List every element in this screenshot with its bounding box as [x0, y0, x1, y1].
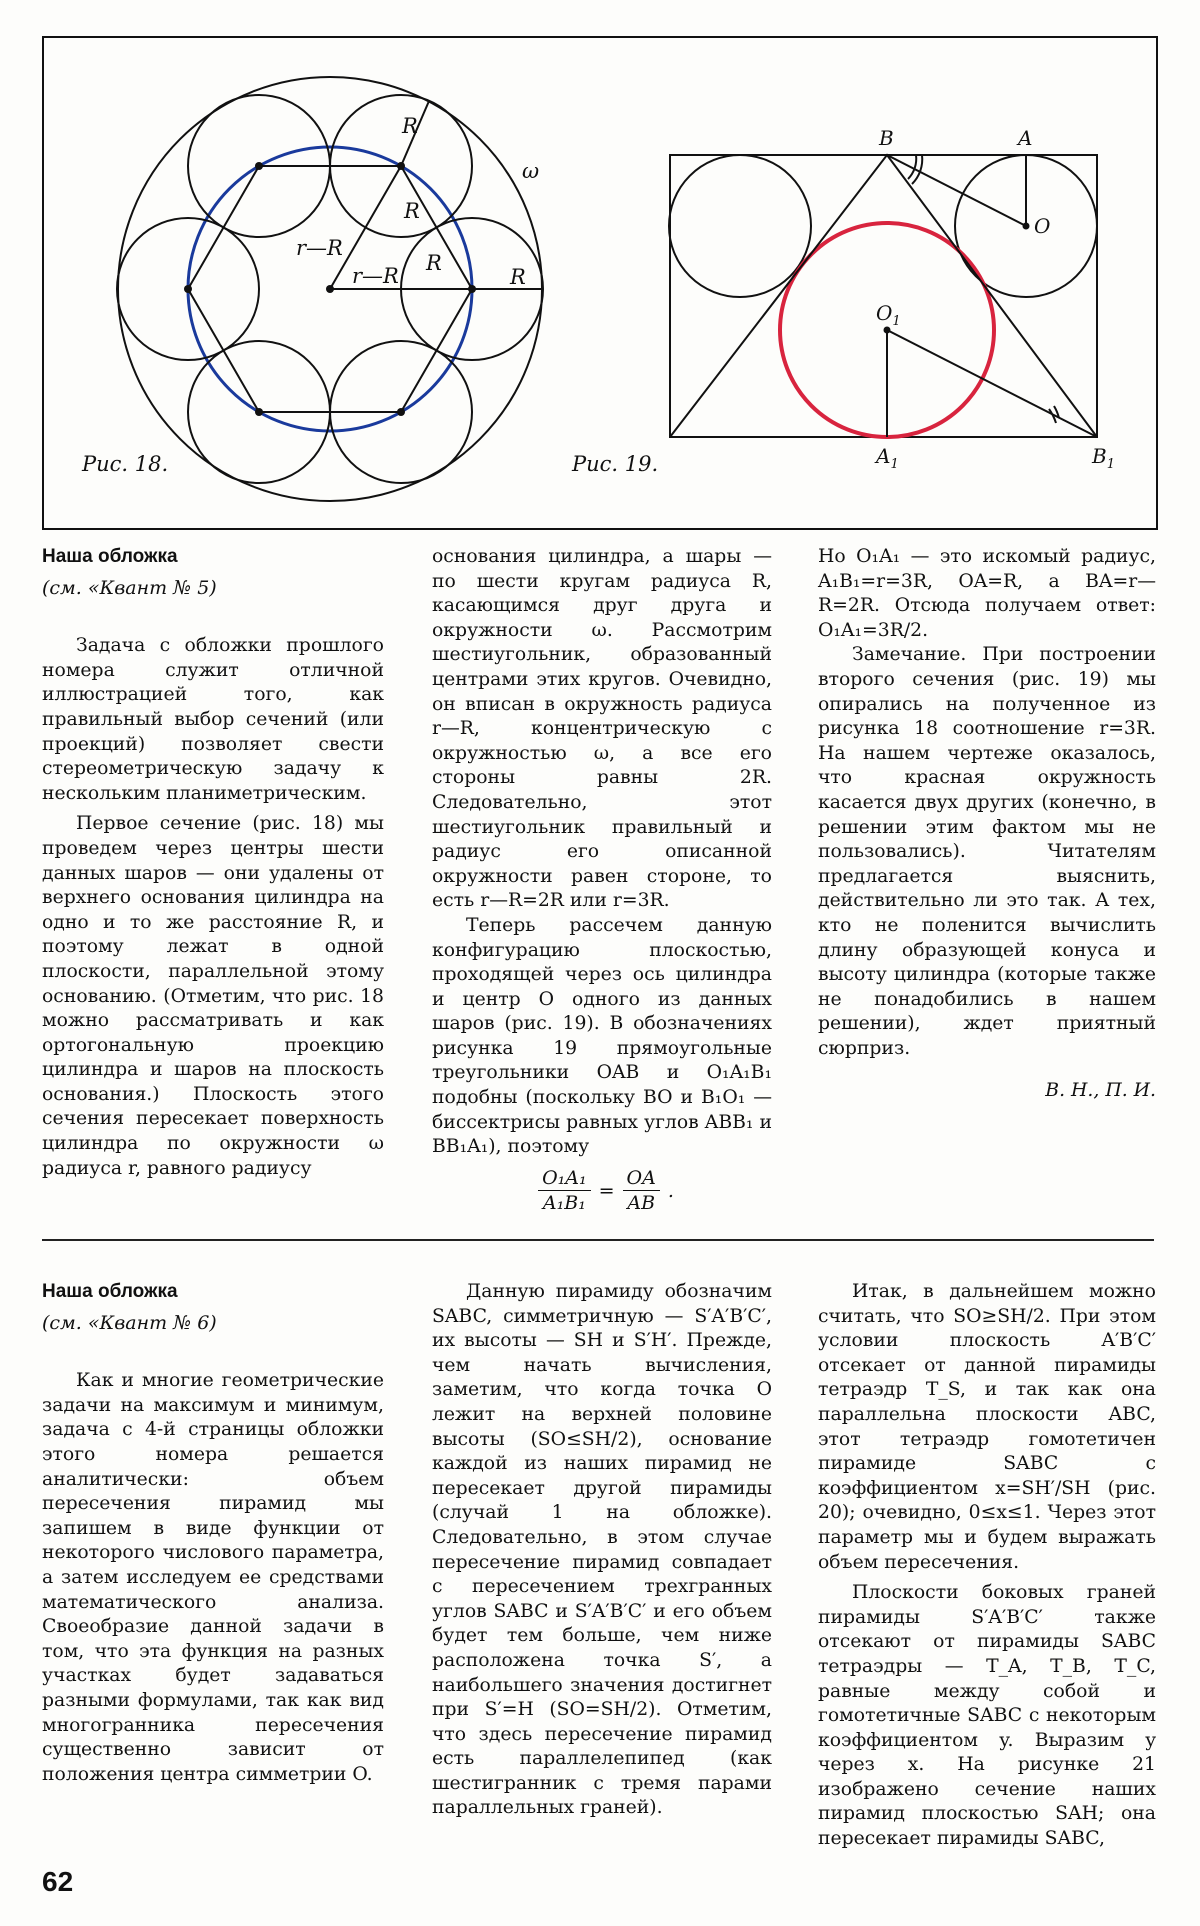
hex-vertex: [397, 408, 405, 416]
label-A1: $A_1$: [876, 444, 899, 472]
formula-den: A₁B₁: [542, 1192, 586, 1215]
paragraph: Теперь рассечем данную конфигурацию плоскостью, проходящей через ось цилиндра и центр O одного из данных шаров (рис. 19). В обозначениях рисунка 19 прямоугольные треугольники OAB и O₁A₁B₁ подобны (поскольку BO и B₁O₁ — биссектрисы равных углов ABB₁ и BB₁A₁), поэтому: [432, 914, 772, 1158]
label-r-minus-R: r—R: [352, 264, 399, 288]
figure-19: [669, 126, 1115, 472]
label-R: R: [404, 199, 420, 223]
article1-column1: [42, 545, 384, 1181]
figures-frame: [42, 36, 1158, 530]
label-R: R: [426, 251, 442, 275]
article2-title: Наша обложка: [42, 1281, 178, 1302]
formula-den: AB: [627, 1192, 656, 1215]
article1-title: Наша обложка: [42, 546, 178, 567]
formula-end: .: [667, 1179, 674, 1202]
article1-source: (см. «Квант № 5): [42, 576, 217, 599]
formula-eq: =: [598, 1179, 615, 1202]
hex-vertex: [184, 285, 192, 293]
paragraph: Но O₁A₁ — это искомый радиус, A₁B₁=r=3R, OA=R, а BA=r—R=2R. Отсюда получаем ответ: O₁A₁=3R/2.: [818, 546, 1156, 641]
point-O1: [884, 327, 891, 334]
figure-18: [117, 77, 543, 501]
hex-vertex: [468, 285, 476, 293]
center-point: [326, 285, 334, 293]
page-number: 62: [42, 1866, 74, 1897]
label-B: B: [879, 126, 894, 150]
article2-column1: [42, 1280, 384, 1787]
figure-19-caption: Рис. 19.: [572, 452, 659, 476]
paragraph: основания цилиндра, а шары — по шести кругам радиуса R, касающимся друг друга и окружности ω. Рассмотрим шестиугольник, образованный центрами этих кругов. Очевидно, он вписан в окружность радиуса r—R, концентрическую с окружностью ω, а все его стороны равны 2R. Следовательно, этот шестиугольник правильный и радиус его описанной окружности равен стороне, то есть r—R=2R или r=3R.: [432, 546, 772, 912]
article2-column3: [818, 1280, 1156, 1852]
paragraph: Первое сечение (рис. 18) мы проведем через центры шести данных шаров — они удалены от верхнего основания цилиндра на одно и то же расстояние R, и поэтому лежат в одной плоскости, параллельной этому основанию. (Отметим, что рис. 18 можно рассматривать и как ортогональную проекцию цилиндра и шаров на плоскость основания.) Плоскость этого сечения пересекает поверхность цилиндра по окружности ω радиуса r, равного радиусу: [42, 813, 384, 1179]
signature: В. Н., П. И.: [1045, 1080, 1156, 1102]
label-omega: ω: [522, 159, 540, 183]
article2-source: (см. «Квант № 6): [42, 1311, 217, 1334]
left-ball-circle: [669, 155, 811, 297]
hex-vertex: [255, 408, 263, 416]
paragraph: Данную пирамиду обозначим SABC, симметричную — S′A′B′C′, их высоты — SH и S′H′. Прежде, чем начать вычисления, заметим, что когда точка O лежит на верхней половине высоты (SO≤SH/2), основание каждой из наших пирамид не пересекает другой пирамиды (случай 1 на обложке). Следовательно, в этом случае пересечение пирамид совпадает с пересечением трехгранных углов SABC и S′A′B′C′ и его объем будет тем больше, чем ниже расположена точка S′, а наибольшего значения достигнет при S′=H (SO=SH/2). Отметим, что здесь пересечение пирамид есть параллелепипед (как шестигранник с тремя парами параллельных граней).: [432, 1281, 772, 1819]
paragraph: Итак, в дальнейшем можно считать, что SO≥SH/2. При этом условии плоскость A′B′C′ отсекает от данной пирамиды тетраэдр T_S, и так как она параллельна плоскости ABC, этот тетраэдр гомотетичен пирамиде SABC с коэффициентом x=SH′/SH (рис. 20); очевидно, 0≤x≤1. Через этот параметр мы и будем выражать объем пересечения.: [818, 1281, 1156, 1573]
label-O: O: [1034, 214, 1051, 238]
label-B1: $B_1$: [1092, 444, 1115, 472]
article1-column3: [818, 545, 1156, 1104]
label-R: R: [510, 265, 526, 289]
section-divider: [42, 1239, 1154, 1241]
label-R: R: [402, 114, 418, 138]
paragraph: Плоскости боковых граней пирамиды S′A′B′C′ также отсекают от пирамиды SABC тетраэдры — T_A, T_B, T_C, равные между собой и гомотетичные SABC с некоторым коэффициентом y. Выразим y через x. На рисунке 21 изображено сечение наших пирамид плоскостью SAH; она пересекает пирамиды SABC,: [818, 1582, 1156, 1850]
label-A: A: [1018, 126, 1033, 150]
article1-column2: [432, 545, 772, 1216]
label-r-minus-R: r—R: [296, 236, 343, 260]
hex-vertex: [397, 162, 405, 170]
figure-18-caption: Рис. 18.: [82, 452, 169, 476]
paragraph: Как и многие геометрические задачи на максимум и минимум, задача с 4-й страницы обложки этого номера решается аналитически: объем пересечения пирамид мы запишем в виде функции от некоторого числового параметра, а затем исследуем ее средствами математического анализа. Своеобразие данной задачи в том, что эта функция на разных участках будет задаваться разными формулами, так как вид многогранника пересечения существенно зависит от положения центра симметрии O.: [42, 1370, 384, 1785]
hex-vertex: [255, 162, 263, 170]
point-O: [1023, 223, 1030, 230]
paragraph: Задача с обложки прошлого номера служит отличной иллюстрацией того, как правильный выбор сечений (или проекций) позволяет свести стереометрическую задачу к нескольким планиметрическим.: [42, 635, 384, 804]
label-O1: $O_1$: [876, 301, 901, 329]
paragraph: Замечание. При построении второго сечения (рис. 19) мы опирались на полученное из рисунка 18 соотношение r=3R. На нашем чертеже оказалось, что красная окружность касается двух других (конечно, в решении этим фактом мы не пользовались). Читателям предлагается выяснить, действительно ли это так. А тех, кто не поленится вычислить длину образующей конуса и высоту цилиндра (которые также не понадобились в нашем решении), ждет приятный сюрприз.: [818, 644, 1156, 1059]
article2-column2: [432, 1280, 772, 1821]
formula-num: OA: [623, 1166, 660, 1192]
formula: [432, 1166, 772, 1216]
formula-num: O₁A₁: [538, 1166, 591, 1192]
